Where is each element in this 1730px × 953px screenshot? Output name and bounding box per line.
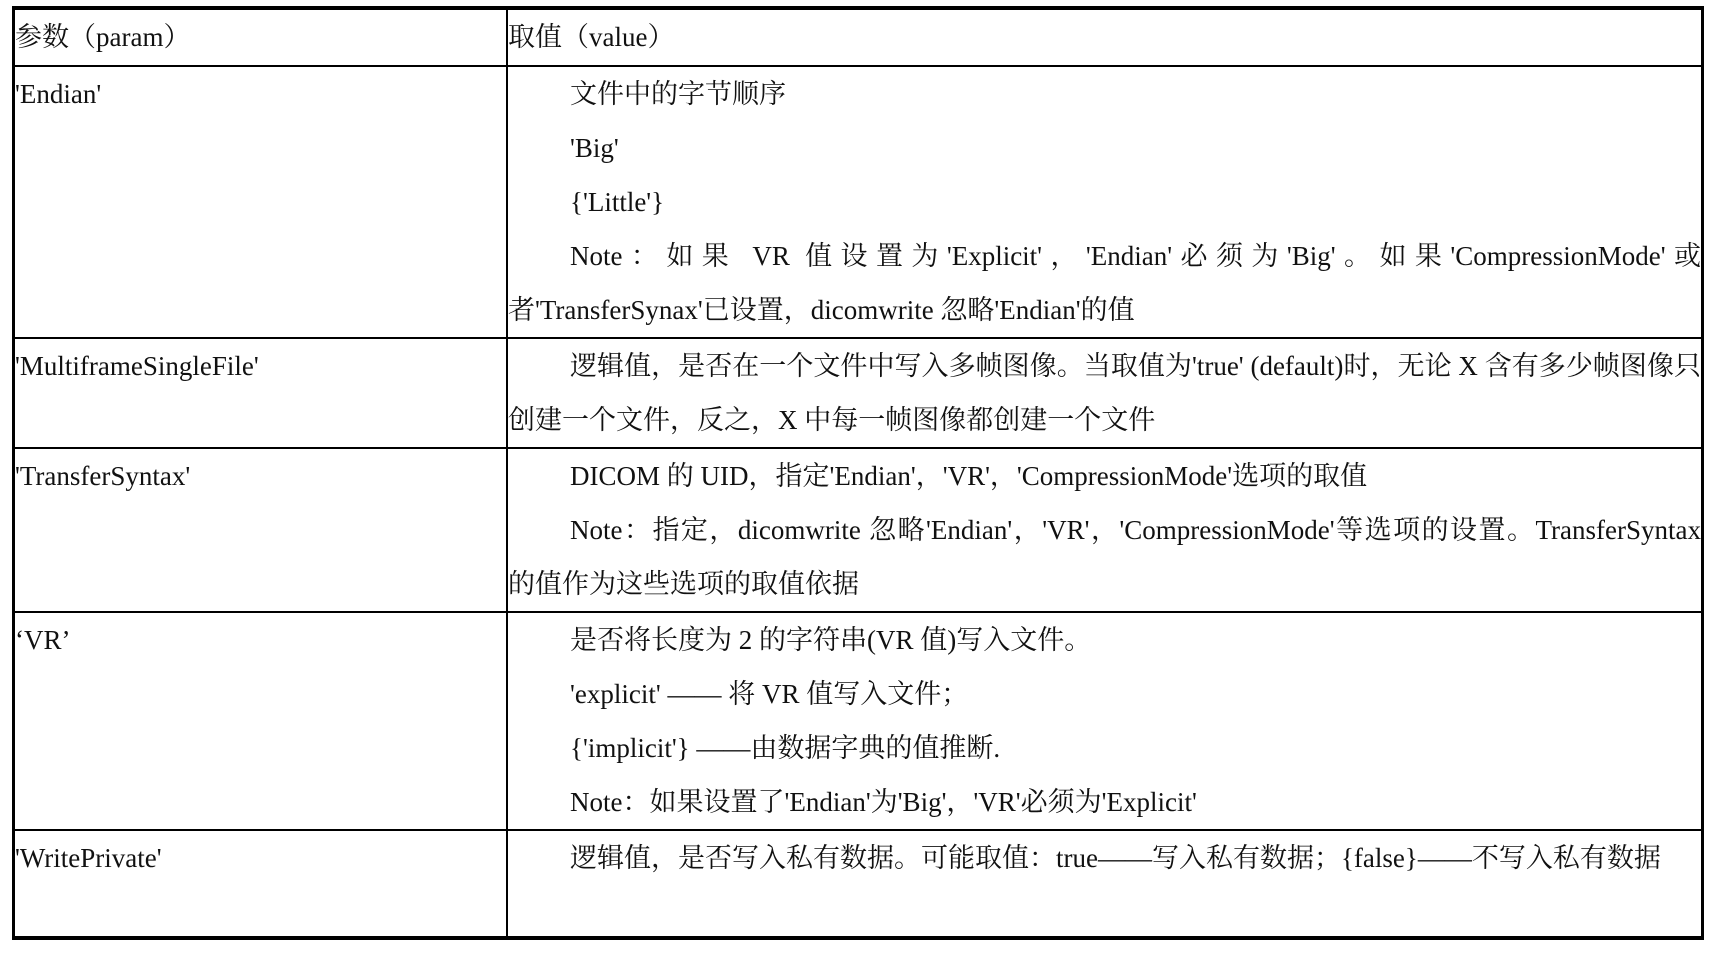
param-name: 'Endian': [15, 66, 507, 338]
value-note: Note：如果设置了'Endian'为'Big'，'VR'必须为'Explicit': [570, 787, 1197, 817]
param-value: [507, 338, 1701, 448]
value-line: {'implicit'} ——由数据字典的值推断.: [570, 733, 1001, 763]
table-row: [15, 448, 1701, 612]
parameter-table: [15, 10, 1701, 940]
header-value: 取值（value）: [507, 10, 1701, 66]
header-param: 参数（param）: [15, 10, 507, 66]
table-row: [15, 338, 1701, 448]
value-line: 是否将长度为 2 的字符串(VR 值)写入文件。: [570, 625, 1092, 655]
param-name: 'TransferSyntax': [15, 448, 507, 612]
param-value: [507, 66, 1701, 338]
table-header-row: [15, 10, 1701, 66]
table-row: [15, 66, 1701, 338]
value-line: 'Big': [570, 133, 619, 163]
value-line: 'explicit' —— 将 VR 值写入文件；: [570, 679, 969, 709]
value-line: {'Little'}: [570, 187, 665, 217]
param-value: [507, 830, 1701, 940]
value-note: Note：指定，dicomwrite 忽略'Endian'，'VR'，'CompressionMode'等选项的设置。TransferSyntax 的值作为这些选项的取值依据: [508, 515, 1701, 599]
param-name: ‘VR’: [15, 612, 507, 830]
param-name: 'MultiframeSingleFile': [15, 338, 507, 448]
value-paragraph: 逻辑值，是否写入私有数据。可能取值：true——写入私有数据；{false}——不写入私有数据: [570, 843, 1661, 873]
table-row: [15, 612, 1701, 830]
param-value: [507, 612, 1701, 830]
value-note: Note：如果 VR 值设置为'Explicit'，'Endian'必须为'Big'。如果'CompressionMode'或者'TransferSynax'已设置，dicomwrite 忽略'Endian'的值: [508, 241, 1701, 325]
parameter-table-frame: [12, 6, 1704, 940]
value-paragraph: 逻辑值，是否在一个文件中写入多帧图像。当取值为'true' (default)时，无论 X 含有多少帧图像只创建一个文件，反之，X 中每一帧图像都创建一个文件: [508, 351, 1701, 435]
param-name: 'WritePrivate': [15, 830, 507, 940]
table-row: [15, 830, 1701, 940]
param-value: [507, 448, 1701, 612]
value-line: DICOM 的 UID，指定'Endian'，'VR'，'CompressionMode'选项的取值: [570, 461, 1368, 491]
value-line: 文件中的字节顺序: [570, 79, 786, 109]
